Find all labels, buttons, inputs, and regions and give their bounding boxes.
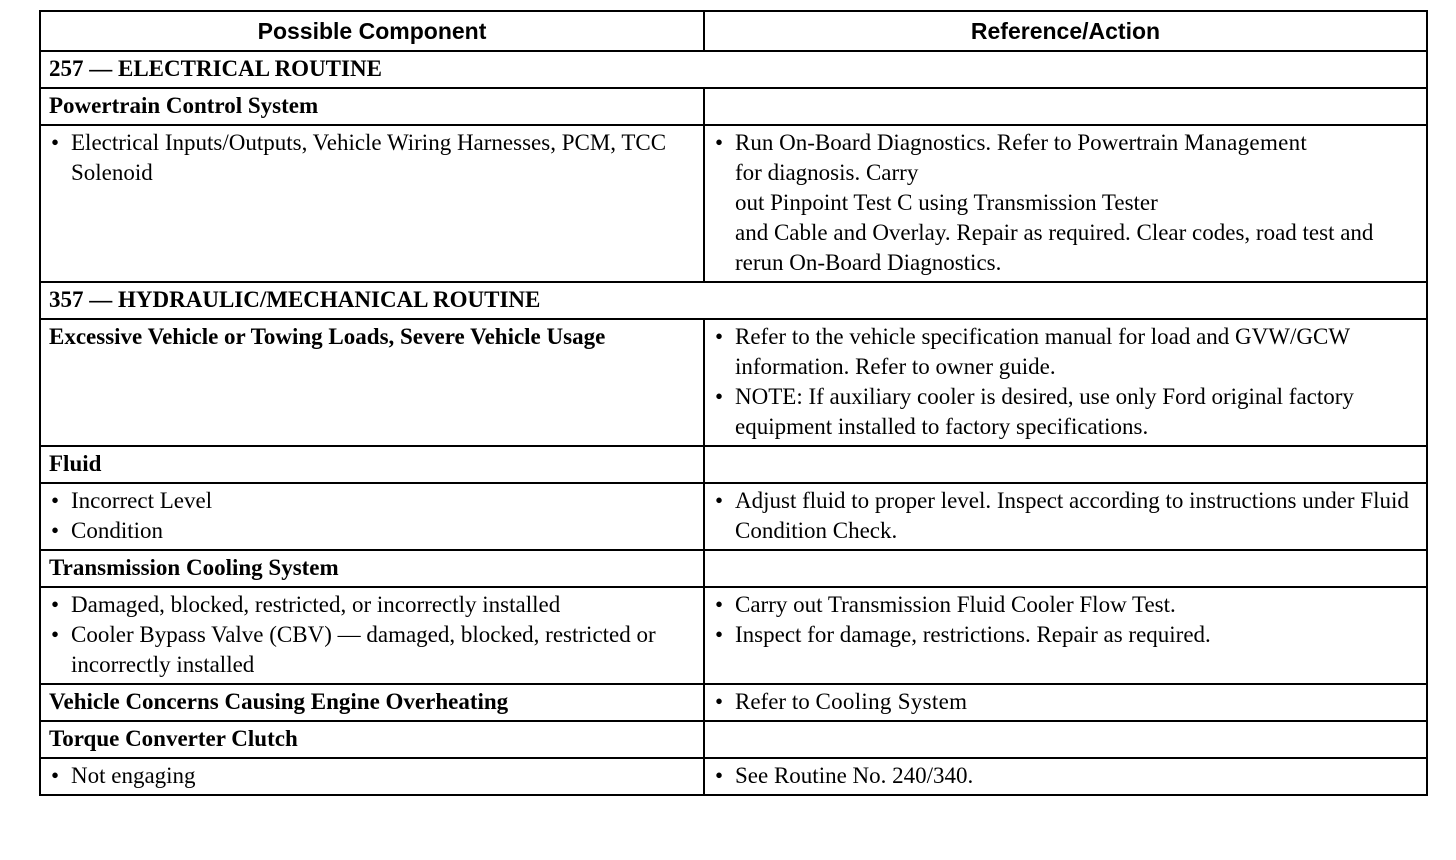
component-list — [49, 486, 695, 546]
list-item: • Carry out Transmission Fluid Cooler Flow Test. — [713, 590, 1418, 620]
bullet-icon: • — [51, 518, 60, 543]
bullet-icon: • — [715, 592, 724, 617]
action-list — [713, 687, 1418, 717]
bullet-icon: • — [715, 622, 724, 647]
list-item: • Incorrect Level — [49, 486, 695, 516]
action-cell — [704, 483, 1427, 550]
list-item: • Condition — [49, 516, 695, 546]
section-title-hydraulic: 357 — HYDRAULIC/MECHANICAL ROUTINE — [40, 282, 1427, 319]
group-label-loads: Excessive Vehicle or Towing Loads, Severe Vehicle Usage — [40, 319, 704, 446]
list-item: • Run On-Board Diagnostics. Refer to Powertrain Management for diagnosis. Carry out Pinpoint Test C using Transmission Tester and Cable and Overlay. Repair as required. Clear codes, road test and rerun On-Board Diagnostics. — [715, 130, 1374, 275]
component-cell — [40, 587, 704, 684]
list-item: • Electrical Inputs/Outputs, Vehicle Wiring Harnesses, PCM, TCC Solenoid — [51, 130, 667, 185]
table-row — [40, 125, 1427, 282]
header-reference-action: Reference/Action — [704, 11, 1427, 51]
action-cell — [704, 684, 1427, 721]
list-item: • Inspect for damage, restrictions. Repair as required. — [713, 620, 1418, 650]
component-cell — [40, 125, 704, 282]
action-list — [713, 486, 1418, 546]
action-cell — [704, 758, 1427, 795]
group-empty-cell — [704, 550, 1427, 587]
group-empty-cell — [704, 721, 1427, 758]
bullet-icon: • — [51, 130, 60, 155]
list-item: • Not engaging — [49, 761, 695, 791]
list-item: • Damaged, blocked, restricted, or incorrectly installed — [49, 590, 695, 620]
diagnosis-table — [39, 10, 1428, 796]
group-label-tcc: Torque Converter Clutch — [40, 721, 704, 758]
list-item: • Refer to Cooling System — [713, 687, 1418, 717]
list-item: • NOTE: If auxiliary cooler is desired, use only Ford original factory equipment installed to factory specifications. — [715, 384, 1354, 439]
bullet-icon: • — [51, 622, 60, 647]
bullet-icon: • — [715, 689, 724, 714]
action-cell — [704, 125, 1427, 282]
section-row-hydraulic — [40, 282, 1427, 319]
bullet-icon: • — [715, 763, 724, 788]
table-row — [40, 319, 1427, 446]
group-row-fluid — [40, 446, 1427, 483]
list-item: • Adjust fluid to proper level. Inspect according to instructions under Fluid Condition Check. — [715, 488, 1409, 543]
action-cell — [704, 587, 1427, 684]
component-cell — [40, 483, 704, 550]
section-title-electrical: 257 — ELECTRICAL ROUTINE — [40, 51, 1427, 88]
group-label-overheating: Vehicle Concerns Causing Engine Overheating — [40, 684, 704, 721]
group-empty-cell — [704, 88, 1427, 125]
component-list — [49, 761, 695, 791]
action-list — [713, 128, 1418, 278]
list-item: • See Routine No. 240/340. — [713, 761, 1418, 791]
group-empty-cell — [704, 446, 1427, 483]
table-row — [40, 758, 1427, 795]
group-label-cooling: Transmission Cooling System — [40, 550, 704, 587]
bullet-icon: • — [51, 488, 60, 513]
action-cell — [704, 319, 1427, 446]
group-label-powertrain: Powertrain Control System — [40, 88, 704, 125]
table-row — [40, 483, 1427, 550]
action-list — [713, 590, 1418, 650]
group-row-cooling — [40, 550, 1427, 587]
header-row — [40, 11, 1427, 51]
list-item: • Refer to the vehicle specification manual for load and GVW/GCW information. Refer to owner guide. — [715, 324, 1350, 379]
bullet-icon: • — [51, 763, 60, 788]
list-item: • Cooler Bypass Valve (CBV) — damaged, blocked, restricted or incorrectly installed — [51, 622, 656, 677]
component-list — [49, 590, 695, 680]
component-cell — [40, 758, 704, 795]
action-list — [713, 761, 1418, 791]
header-possible-component: Possible Component — [40, 11, 704, 51]
table-row — [40, 587, 1427, 684]
bullet-icon: • — [715, 384, 724, 409]
section-row-electrical — [40, 51, 1427, 88]
bullet-icon: • — [51, 592, 60, 617]
action-list — [713, 322, 1418, 442]
table-row — [40, 684, 1427, 721]
group-row-powertrain — [40, 88, 1427, 125]
bullet-icon: • — [715, 488, 724, 513]
component-list — [49, 128, 695, 188]
bullet-icon: • — [715, 130, 724, 155]
group-label-fluid: Fluid — [40, 446, 704, 483]
group-row-tcc — [40, 721, 1427, 758]
bullet-icon: • — [715, 324, 724, 349]
